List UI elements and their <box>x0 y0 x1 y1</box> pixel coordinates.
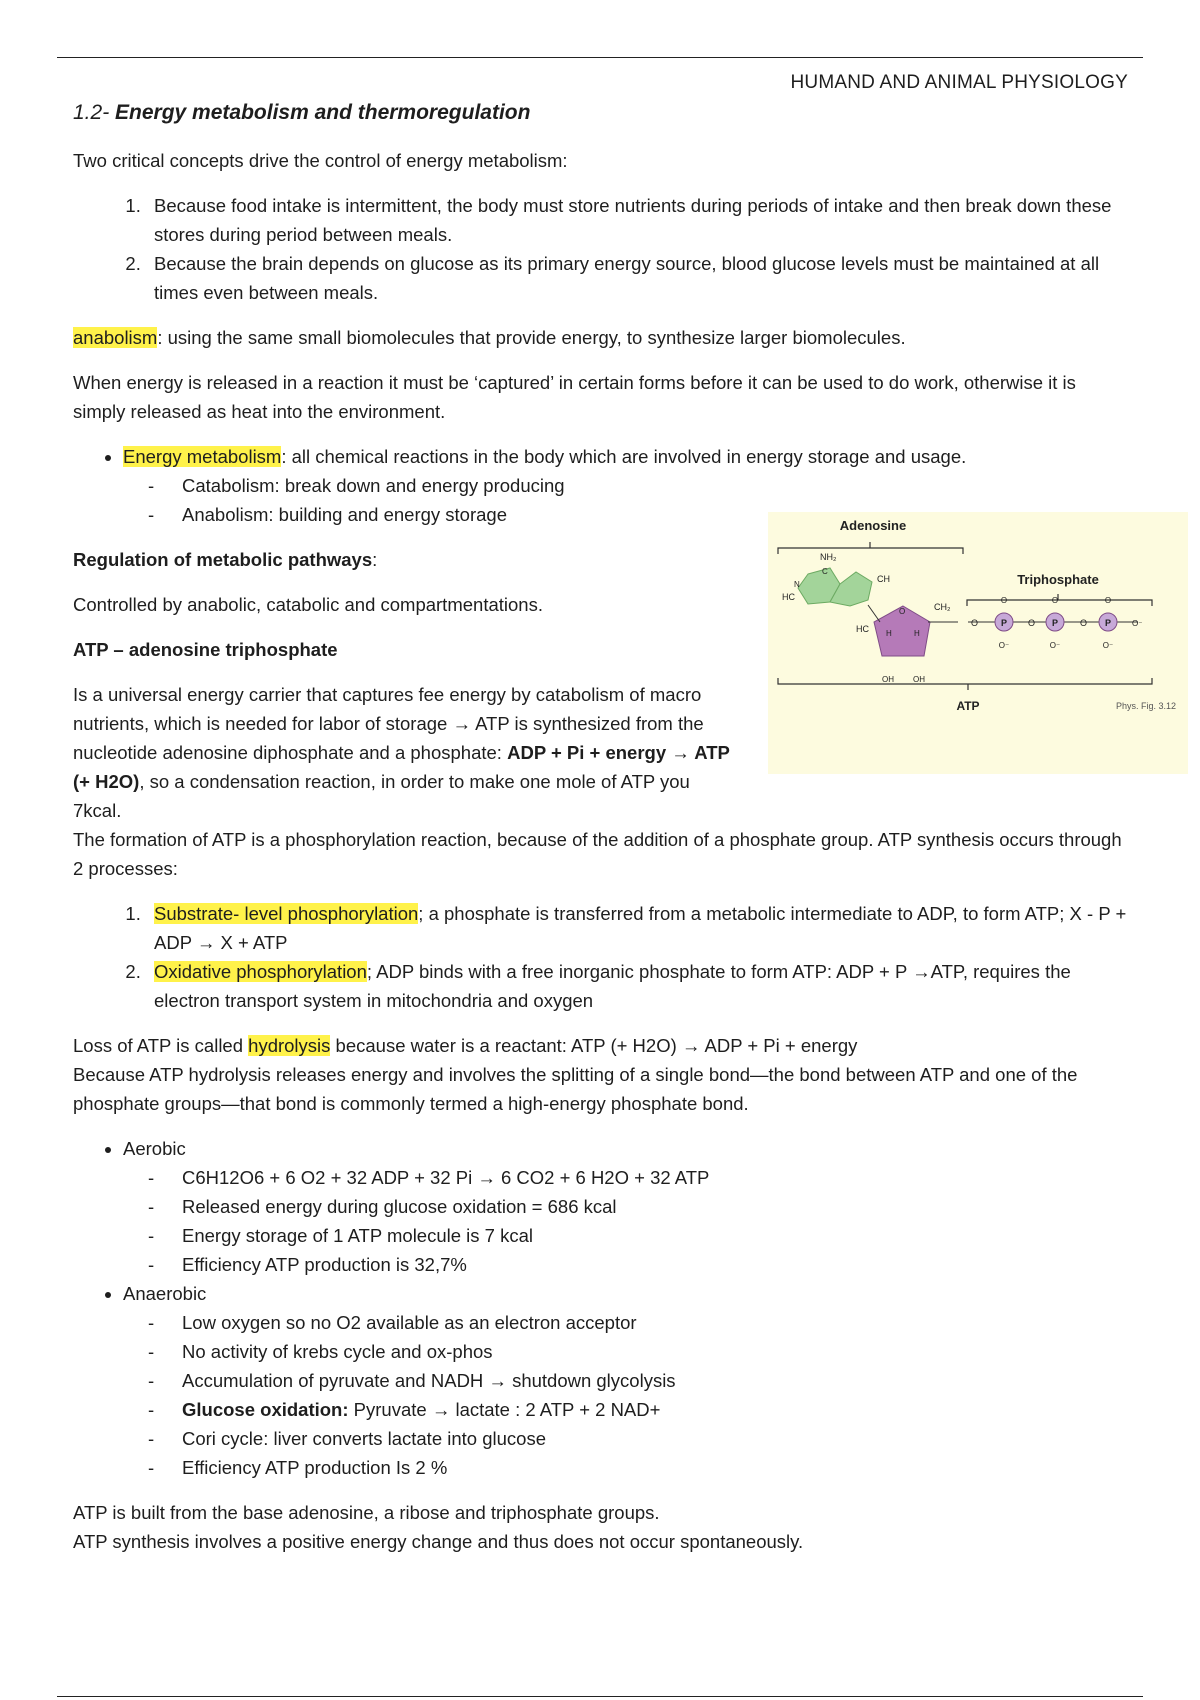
atp-structure-figure <box>768 512 1188 774</box>
aerobic-item <box>123 1134 1133 1279</box>
anaerobic-subitems <box>123 1308 1133 1482</box>
highlight-energy-metabolism: Energy metabolism <box>123 446 282 467</box>
energy-metabolism-text: : all chemical reactions in the body which are involved in energy storage and usage. <box>281 446 967 467</box>
atp-bracket <box>778 678 1152 690</box>
concept-item: 2. Because the brain depends on glucose as its primary energy source, blood glucose levels must be maintained at all times even between meals. <box>146 249 1133 307</box>
glucose-oxidation-text: Pyruvate → lactate : 2 ATP + 2 NAD+ <box>348 1399 661 1420</box>
adenosine-label: Adenosine <box>839 518 907 533</box>
ribose-h-left: H <box>886 629 892 638</box>
aerobic-subitem: - Efficiency ATP production is 32,7% <box>148 1250 1133 1279</box>
closing-line: ATP is built from the base adenosine, a ribose and triphosphate groups. <box>73 1502 660 1523</box>
bottom-rule <box>57 1696 1143 1697</box>
respiration-list <box>73 1134 1133 1482</box>
intro-paragraph: Two critical concepts drive the control of energy metabolism: <box>73 150 568 171</box>
regulation-colon: : <box>372 549 378 570</box>
adenosine-bracket <box>778 542 963 554</box>
section-title-text: Energy metabolism and thermoregulation <box>115 101 531 124</box>
bridge-oxygen: O <box>1080 618 1088 628</box>
atp-label: ATP <box>956 699 980 713</box>
bridge-oxygen: O <box>1028 618 1036 628</box>
hydrolysis-detail: Because ATP hydrolysis releases energy and involves the splitting of a single bond—the bond between ATP and one of the phosphate groups—that bond is commonly termed a high-energy phosphate bond. <box>73 1064 1078 1114</box>
atp-desc-part1: Is a universal energy carrier that captures fee energy by catabolism of macro nutrients, which is needed for labor of storage → ATP is synthesized from the nucleotide adenosine diphosphate and a phosphate: <box>73 684 704 763</box>
section-number: 1.2- <box>73 101 110 124</box>
phosphate-alpha-ominus: O⁻ <box>998 641 1010 650</box>
anaerobic-subitem: - Accumulation of pyruvate and NADH → shutdown glycolysis <box>148 1366 1133 1395</box>
anabolism-text: : using the same small biomolecules that provide energy, to synthesize larger biomolecules. <box>157 327 906 348</box>
ch2-label: CH₂ <box>934 602 951 612</box>
page-header: HUMAND AND ANIMAL PHYSIOLOGY <box>790 72 1128 93</box>
phosphate-alpha-p: P <box>1000 618 1008 628</box>
catabolism-item: - Catabolism: break down and energy producing <box>148 471 1133 500</box>
terminal-ominus: O⁻ <box>1132 619 1143 628</box>
top-rule <box>57 57 1143 58</box>
anabolism-definition <box>73 323 1133 352</box>
concept-item: 1. Because food intake is intermittent, the body must store nutrients during periods of intake and then break down these stores during period between meals. <box>146 191 1133 249</box>
highlight-anabolism: anabolism <box>73 327 158 348</box>
oh-label-right: OH <box>913 675 925 684</box>
ribose-h-right: H <box>914 629 920 638</box>
document-body <box>73 146 1133 1556</box>
process-text: ; a phosphate is transferred from a metabolic intermediate to ADP, to form ATP; X - P + ADP → X + ATP <box>154 903 1127 953</box>
hydrolysis-after: because water is a reactant: ATP (+ H2O) → ADP + Pi + energy <box>330 1035 858 1056</box>
phosphate-beta-p: P <box>1051 618 1059 628</box>
highlight-oxidative: Oxidative phosphorylation <box>154 961 367 982</box>
atp-desc-part2: , so a condensation reaction, in order to make one mole of ATP you 7kcal. <box>73 771 690 821</box>
atp-formation-paragraph: The formation of ATP is a phosphorylation reaction, because of the addition of a phosphate group. ATP synthesis occurs through 2 processes: <box>73 829 1122 879</box>
anaerobic-subitem: - Efficiency ATP production Is 2 % <box>148 1453 1133 1482</box>
glycosidic-bond <box>868 605 880 622</box>
highlight-substrate-level: Substrate- level phosphorylation <box>154 903 419 924</box>
figure-source: Phys. Fig. 3.12 <box>1115 701 1176 711</box>
anaerobic-subitem <box>148 1395 1133 1424</box>
phosphate-gamma-ominus: O⁻ <box>1102 641 1114 650</box>
energy-capture-paragraph: When energy is released in a reaction it must be ‘captured’ in certain forms before it can be used to do work, otherwise it is simply released as heat into the environment. <box>73 372 1076 422</box>
anaerobic-label: Anaerobic <box>123 1283 207 1304</box>
anabolism-item: - Anabolism: building and energy storage <box>148 500 1133 529</box>
anaerobic-subitem: - No activity of krebs cycle and ox-phos <box>148 1337 1133 1366</box>
triphosphate-label: Triphosphate <box>1017 572 1099 587</box>
phosphate-alpha-o: O <box>1000 596 1008 605</box>
oh-label-left: OH <box>882 675 894 684</box>
c-label: C <box>822 567 828 576</box>
phosphate-gamma-o: O <box>1104 596 1112 605</box>
anaerobic-subitem: - Low oxygen so no O2 available as an electron acceptor <box>148 1308 1133 1337</box>
process-text: ; ADP binds with a free inorganic phosphate to form ATP: ADP + P →ATP, requires the electron transport system in mitochondria and oxygen <box>154 961 1071 1011</box>
ribose-o-label: O <box>899 607 906 616</box>
hc-label-ribose: HC <box>856 624 869 634</box>
anaerobic-item <box>123 1279 1133 1482</box>
ch-label: CH <box>877 574 890 584</box>
closing-line: ATP synthesis involves a positive energy change and thus does not occur spontaneously. <box>73 1531 804 1552</box>
aerobic-subitems <box>123 1163 1133 1279</box>
hydrolysis-line <box>73 1031 1133 1060</box>
bridge-oxygen: O <box>971 618 979 628</box>
phosphorylation-list <box>73 899 1133 1015</box>
nh2-label: NH₂ <box>820 552 837 562</box>
hc-label-adenine: HC <box>782 592 795 602</box>
phosphate-beta-ominus: O⁻ <box>1049 641 1061 650</box>
atp-equation: ADP + Pi + energy → ATP (+ H2O) <box>73 742 730 792</box>
triphosphate-bracket <box>967 594 1152 606</box>
n-label: N <box>794 580 800 589</box>
process-item <box>146 957 1133 1015</box>
regulation-text: Controlled by anabolic, catabolic and compartmentations. <box>73 594 543 615</box>
anaerobic-subitem: - Cori cycle: liver converts lactate into glucose <box>148 1424 1133 1453</box>
aerobic-subitem: - C6H12O6 + 6 O2 + 32 ADP + 32 Pi → 6 CO2 + 6 H2O + 32 ATP <box>148 1163 1133 1192</box>
section-title <box>73 101 530 125</box>
hydrolysis-before: Loss of ATP is called <box>73 1035 249 1056</box>
aerobic-subitem: - Released energy during glucose oxidation = 686 kcal <box>148 1192 1133 1221</box>
phosphate-groups <box>968 596 1142 650</box>
aerobic-subitem: - Energy storage of 1 ATP molecule is 7 kcal <box>148 1221 1133 1250</box>
glucose-oxidation-label: Glucose oxidation: <box>182 1399 349 1420</box>
phosphate-gamma-p: P <box>1104 618 1112 628</box>
regulation-heading-text: Regulation of metabolic pathways <box>73 549 373 570</box>
highlight-hydrolysis: hydrolysis <box>248 1035 331 1056</box>
concepts-list <box>73 191 1133 307</box>
aerobic-label: Aerobic <box>123 1138 186 1159</box>
atp-description <box>73 680 733 825</box>
process-item <box>146 899 1133 957</box>
phosphate-beta-o: O <box>1051 596 1059 605</box>
atp-heading-text: ATP – adenosine triphosphate <box>73 639 338 660</box>
